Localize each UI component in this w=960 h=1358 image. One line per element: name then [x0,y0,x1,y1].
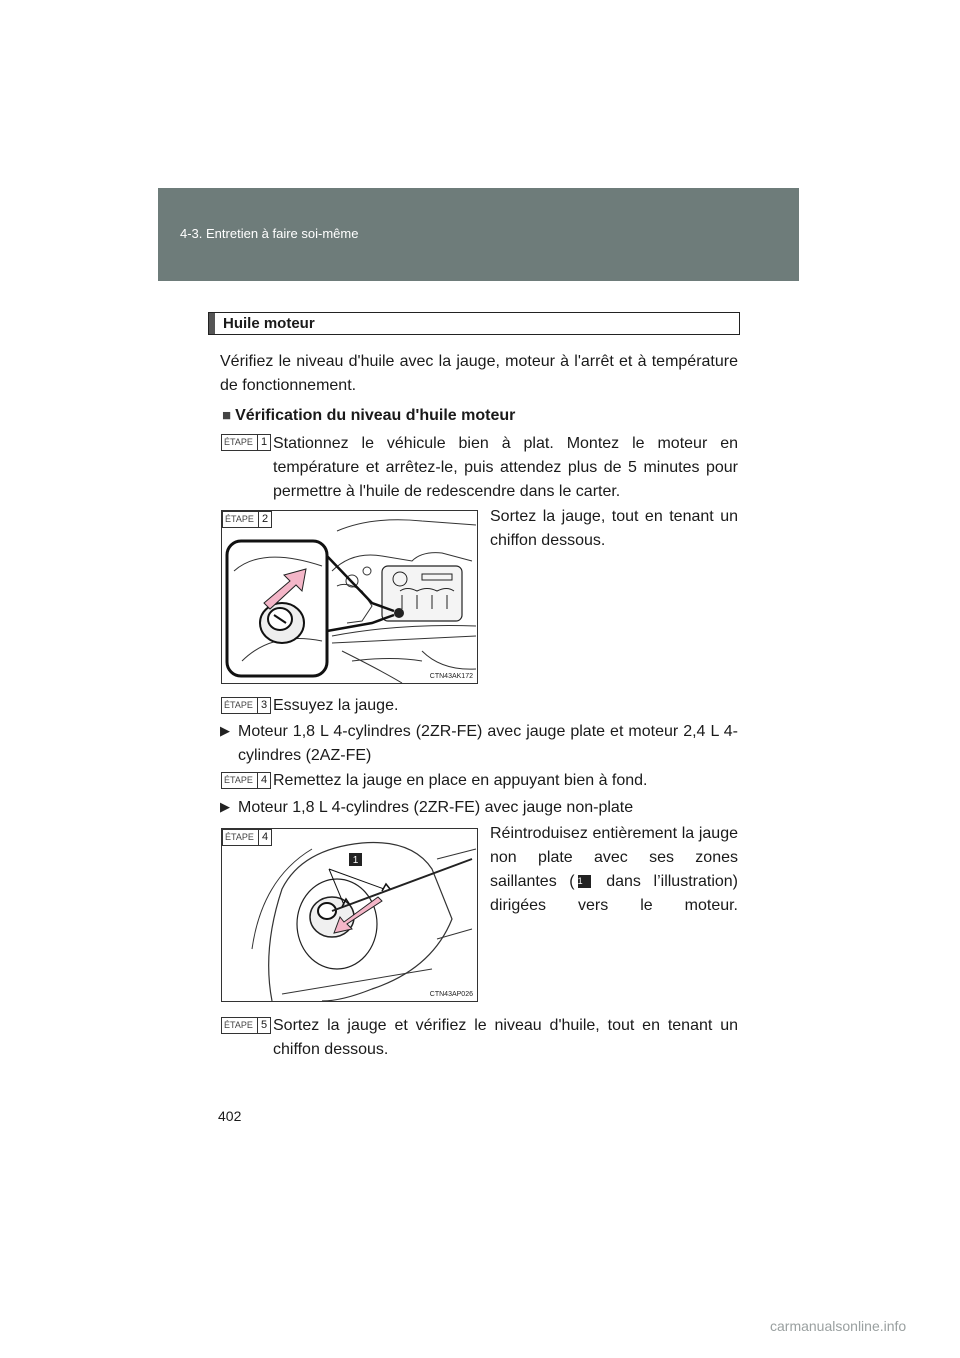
section-title-bar [209,313,215,334]
step-4a-text: Remettez la jauge en place en appuyant bien à fond. [273,772,648,789]
step-4b-text [490,822,738,918]
step-badge-1 [221,434,271,451]
chapter-section-label: 4-3. Entretien à faire soi-même [180,226,359,241]
step-4b-text-b: dans l’illustration) dirigées vers le moteur. [490,873,738,914]
step-badge-number: 4 [257,773,270,788]
right-triangle-bullet-icon: ▶ [220,723,230,738]
figure-code: CTN43AK172 [429,673,473,680]
step-badge-label: ÉTAPE [225,514,254,524]
dipstick-illustration [222,829,477,1001]
step-badge-label: ÉTAPE [224,700,253,710]
step-badge-label: ÉTAPE [224,1020,253,1030]
step-badge-number: 1 [257,435,270,450]
engine-bay-illustration [222,511,477,683]
step-1-text: Stationnez le véhicule bien à plat. Montez le moteur en température et arrêtez-le, puis attendez plus de 5 minutes pour permettre à l'huile de redescendre dans le carter. [273,435,738,500]
condition-1-text: Moteur 1,8 L 4-cylindres (2ZR-FE) avec jauge plate et moteur 2,4 L 4-cylindres (2AZ-FE) [238,723,738,764]
page-number: 402 [218,1108,242,1124]
step-badge-4a [221,772,271,789]
step-badge-number: 4 [258,830,271,845]
step-badge-number: 2 [258,512,271,527]
step-2-text: Sortez la jauge, tout en tenant un chiffon dessous. [490,508,738,549]
step-badge-label: ÉTAPE [224,775,253,785]
section-title: Huile moteur [223,315,315,332]
intro-paragraph: Vérifiez le niveau d'huile avec la jauge, moteur à l'arrêt et à température de fonctionnement. [220,353,738,394]
step-5-text: Sortez la jauge et vérifiez le niveau d'huile, tout en tenant un chiffon dessous. [273,1017,738,1058]
square-bullet-icon: ■ [222,407,232,424]
condition-2-text: Moteur 1,8 L 4-cylindres (2ZR-FE) avec jauge non-plate [238,799,634,816]
step-badge-5 [221,1017,271,1034]
subheading [222,404,738,428]
subheading-text: Vérification du niveau d'huile moteur [235,407,516,424]
step-3-text: Essuyez la jauge. [273,697,399,714]
figure-dipstick-insertion [221,828,478,1002]
figure-step-badge-4 [222,829,272,846]
figure-step-badge-2 [222,511,272,528]
callout-badge-1: 1 [578,875,591,888]
section-title-box [208,312,740,335]
right-triangle-bullet-icon: ▶ [220,799,230,814]
step-badge-label: ÉTAPE [224,437,253,447]
step-badge-label: ÉTAPE [225,832,254,842]
watermark[interactable]: carmanualsonline.info [770,1318,907,1334]
step-badge-number: 5 [257,1018,270,1033]
chapter-header-band [158,188,799,281]
step-badge-3 [221,697,271,714]
figure-code: CTN43AP026 [429,991,473,998]
svg-text:1: 1 [352,855,359,866]
step-badge-number: 3 [257,698,270,713]
step-4b-text-a: Réintroduisez entièrement la jauge non plate avec ses zones saillantes ( [490,825,738,890]
figure-dipstick-location [221,510,478,684]
